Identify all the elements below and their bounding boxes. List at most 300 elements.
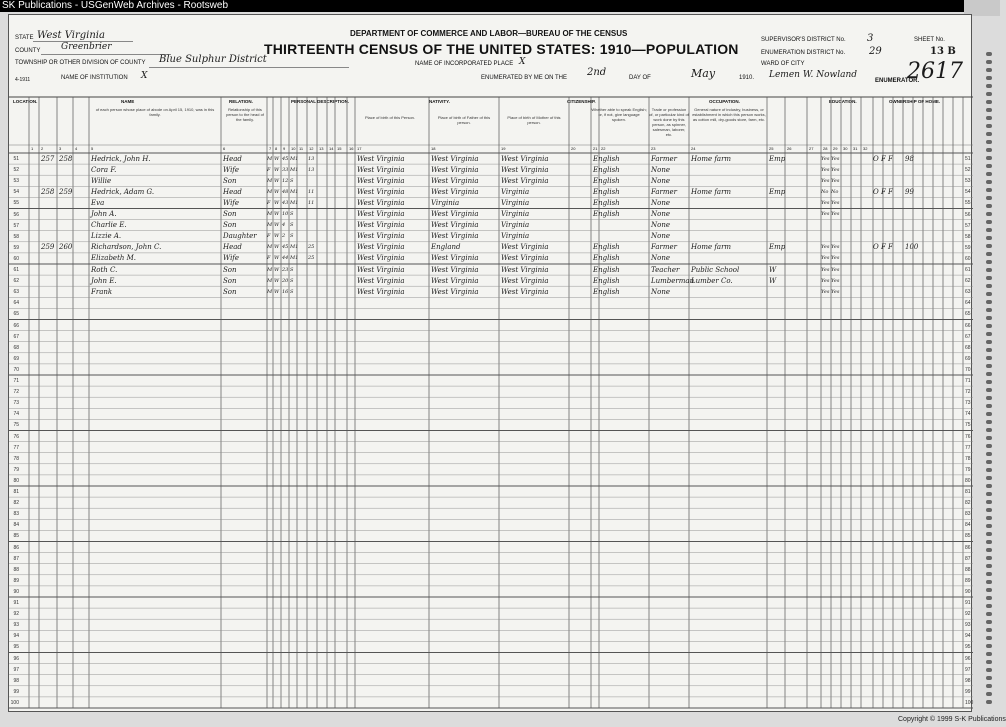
entry-relation: Wife [223, 198, 240, 207]
entry-read: Yes [821, 244, 830, 251]
entry-sex: M [267, 277, 273, 284]
entry-write: Yes [831, 177, 840, 184]
punch-hole [986, 388, 992, 392]
line-number-right: 56 [965, 211, 971, 218]
entry-relation: Daughter [223, 232, 257, 241]
punch-hole [986, 644, 992, 648]
entry-birth: West Virginia [357, 265, 405, 274]
entry-schedule: 100 [905, 243, 919, 252]
entry-write: Yes [831, 277, 840, 284]
line-number-left: 75 [13, 422, 19, 429]
line-number-right: 66 [965, 322, 971, 329]
entry-family: 258 [59, 154, 73, 163]
entry-sex: F [267, 166, 271, 173]
entry-name: John E. [91, 276, 117, 285]
entry-marital: S [290, 277, 294, 284]
line-number-right: 80 [965, 477, 971, 484]
supervisor-value: 3 [867, 33, 874, 44]
punch-hole [986, 556, 992, 560]
entry-relation: Wife [223, 254, 240, 263]
line-number-left: 52 [13, 167, 19, 174]
entry-birth: West Virginia [357, 198, 405, 207]
punch-hole [986, 420, 992, 424]
line-number-left: 87 [13, 555, 19, 562]
punch-hole [986, 500, 992, 504]
entry-birth: West Virginia [357, 254, 405, 263]
line-number-right: 59 [965, 244, 971, 251]
entry-father-birth: West Virginia [431, 287, 479, 296]
column-note-name: of each person whose place of abode on April 15, 1910, was in this family. [95, 107, 215, 117]
line-number-left: 79 [13, 466, 19, 473]
punch-hole [986, 180, 992, 184]
entry-home: O F F [873, 243, 893, 252]
entry-father-birth: West Virginia [431, 265, 479, 274]
entry-race: W [274, 155, 280, 162]
entry-mother-birth: West Virginia [501, 165, 549, 174]
entry-read: Yes [821, 166, 830, 173]
entry-dwelling: 257 [41, 154, 55, 163]
line-number-right: 87 [965, 555, 971, 562]
entry-race: W [274, 166, 280, 173]
column-number: 11 [299, 146, 304, 151]
entry-name: Cora F. [91, 165, 117, 174]
entry-family: 260 [59, 243, 73, 252]
entry-mother-birth: Virginia [501, 198, 530, 207]
entry-industry: Lumber Co. [691, 276, 733, 285]
section-header: CITIZENSHIP. [567, 99, 596, 104]
punch-hole [986, 380, 992, 384]
state-label: STATE [15, 35, 34, 41]
entry-language: English [593, 187, 620, 196]
column-number: 29 [833, 146, 838, 151]
line-number-right: 62 [965, 278, 971, 285]
section-header: EDUCATION. [829, 99, 857, 104]
entry-age: 33 [282, 166, 289, 173]
punch-hole [986, 636, 992, 640]
entry-trade: None [651, 198, 670, 207]
entry-sex: M [267, 177, 273, 184]
column-number: 1 [31, 146, 34, 151]
line-number-right: 67 [965, 333, 971, 340]
ward-label: WARD OF CITY [761, 61, 805, 67]
punch-hole [986, 268, 992, 272]
form-number: 4-1911 [15, 77, 31, 83]
punch-hole [986, 316, 992, 320]
punch-hole [986, 76, 992, 80]
punch-hole [986, 532, 992, 536]
line-number-right: 93 [965, 622, 971, 629]
entry-father-birth: West Virginia [431, 210, 479, 218]
ed-label: ENUMERATION DISTRICT No. [761, 50, 846, 56]
entry-write: Yes [831, 166, 840, 173]
line-number-left: 61 [13, 267, 19, 273]
enumerator-name: Lemen W. Nowland [769, 70, 858, 80]
line-number-left: 85 [13, 533, 19, 540]
column-note-relation: Relationship of this person to the head of the family. [226, 107, 264, 122]
entry-sex: M [267, 211, 273, 217]
entry-trade: None [651, 165, 670, 174]
sheet-label: SHEET No. [914, 37, 945, 43]
entry-schedule: 99 [905, 187, 914, 196]
entry-age: 2 [282, 233, 286, 240]
punch-hole [986, 524, 992, 528]
entry-language: English [593, 176, 620, 185]
county-label: COUNTY [15, 48, 41, 54]
column-number: 13 [319, 146, 324, 151]
enumerated-day: 2nd [587, 67, 607, 78]
punch-hole [986, 164, 992, 168]
entry-read: Yes [821, 177, 830, 184]
line-number-right: 51 [965, 156, 971, 162]
entry-mother-birth: West Virginia [501, 287, 549, 296]
entry-write: Yes [831, 244, 840, 251]
entry-trade: Lumberman [651, 276, 695, 285]
line-number-right: 98 [965, 677, 971, 684]
line-number-left: 74 [13, 411, 19, 418]
line-number-left: 67 [13, 333, 19, 340]
punch-hole [986, 140, 992, 144]
line-number-left: 65 [13, 311, 19, 318]
line-number-right: 82 [965, 500, 971, 507]
punch-hole [986, 188, 992, 192]
entry-home: O F F [873, 187, 893, 196]
entry-name: Hedrick, John H. [91, 154, 151, 163]
line-number-right: 58 [965, 233, 971, 240]
entry-trade: None [651, 232, 670, 241]
entry-class: W [769, 265, 777, 274]
entry-father-birth: West Virginia [431, 187, 479, 196]
line-number-left: 83 [13, 511, 19, 518]
entry-marital: M1 [290, 166, 299, 173]
entry-years: 13 [308, 166, 315, 173]
line-number-left: 95 [13, 644, 19, 651]
institution-value: X [141, 71, 148, 81]
copyright-notice: Copyright © 1999 S-K Publications [898, 716, 1006, 723]
punch-hole [986, 396, 992, 400]
entry-age: 48 [282, 188, 289, 195]
column-number: 22 [601, 146, 606, 151]
column-number: 9 [283, 146, 286, 151]
entry-race: W [274, 255, 280, 262]
entry-mother-birth: West Virginia [501, 154, 549, 163]
entry-years: 11 [308, 199, 315, 206]
entry-industry: Home farm [691, 243, 732, 252]
punch-hole [986, 668, 992, 672]
line-number-right: 74 [965, 411, 971, 418]
punch-hole [986, 148, 992, 152]
punch-hole [986, 452, 992, 456]
punch-hole [986, 580, 992, 584]
state-value: West Virginia [37, 30, 105, 41]
entry-dwelling: 259 [41, 243, 55, 252]
column-number: 3 [59, 146, 62, 151]
entry-name: Willie [91, 176, 112, 185]
entry-race: W [274, 177, 280, 184]
punch-hole [986, 508, 992, 512]
punch-hole [986, 292, 992, 296]
entry-sex: M [267, 288, 273, 295]
entry-sex: M [267, 155, 273, 162]
entry-relation: Son [223, 287, 237, 296]
line-number-left: 53 [13, 178, 19, 185]
line-number-right: 99 [965, 688, 971, 695]
punch-hole [986, 228, 992, 232]
entry-age: 10 [282, 211, 289, 217]
entry-race: W [274, 288, 280, 295]
census-grid [9, 15, 973, 713]
entry-sex: F [267, 199, 271, 206]
punch-hole [986, 596, 992, 600]
line-number-left: 58 [13, 233, 19, 240]
line-number-left: 92 [13, 611, 19, 618]
punch-hole [986, 476, 992, 480]
entry-mother-birth: West Virginia [501, 265, 549, 274]
entry-name: Charlie E. [91, 221, 127, 230]
entry-birth: West Virginia [357, 221, 405, 230]
entry-race: W [274, 233, 280, 240]
entry-mother-birth: Virginia [501, 210, 530, 218]
line-number-right: 90 [965, 588, 971, 595]
column-number: 32 [863, 146, 868, 151]
column-number: 10 [291, 146, 296, 151]
line-number-left: 98 [13, 677, 19, 684]
line-number-left: 68 [13, 344, 19, 351]
column-number: 21 [593, 146, 598, 151]
entry-marital: S [290, 177, 294, 184]
entry-mother-birth: Virginia [501, 187, 530, 196]
line-number-right: 68 [965, 344, 971, 351]
entry-birth: West Virginia [357, 165, 405, 174]
column-note-birth-mother: Place of birth of Mother of this person. [507, 115, 561, 125]
punch-hole [986, 332, 992, 336]
punch-hole [986, 484, 992, 488]
line-number-left: 64 [13, 300, 19, 307]
entry-father-birth: West Virginia [431, 276, 479, 285]
punch-hole [986, 324, 992, 328]
entry-language: English [593, 276, 620, 285]
column-number: 14 [329, 146, 334, 151]
line-number-right: 81 [965, 489, 971, 495]
column-note-language: Whether able to speak English; or, if not, give language spoken. [591, 107, 647, 122]
entry-sex: M [267, 266, 273, 273]
line-number-left: 97 [13, 666, 19, 673]
line-number-right: 100 [965, 699, 974, 706]
entry-father-birth: West Virginia [431, 165, 479, 174]
sheet-value: 13 B [930, 46, 956, 57]
punch-hole [986, 444, 992, 448]
line-number-left: 62 [13, 278, 19, 285]
punch-hole [986, 108, 992, 112]
punch-hole [986, 604, 992, 608]
entry-language: English [593, 198, 620, 207]
entry-age: 4 [282, 222, 286, 229]
column-number: 23 [651, 146, 656, 151]
entry-age: 20 [282, 277, 289, 284]
county-value: Greenbrier [61, 42, 112, 52]
column-number: 12 [309, 146, 314, 151]
punch-hole [986, 100, 992, 104]
entry-mother-birth: West Virginia [501, 243, 549, 252]
township-label: TOWNSHIP OR OTHER DIVISION OF COUNTY [15, 60, 146, 66]
section-header: OWNERSHIP OF HOME. [889, 99, 941, 104]
column-number: 20 [571, 146, 576, 151]
entry-write: Yes [831, 288, 840, 295]
entry-race: W [274, 277, 280, 284]
punch-hole [986, 548, 992, 552]
entry-name: Richardson, John C. [91, 243, 162, 252]
entry-write: Yes [831, 255, 840, 262]
punch-hole [986, 260, 992, 264]
line-number-right: 73 [965, 400, 971, 407]
entry-read: Yes [821, 288, 830, 295]
entry-sex: M [267, 244, 273, 251]
entry-home: O F F [873, 154, 893, 163]
line-number-left: 56 [13, 211, 19, 218]
entry-trade: None [651, 287, 670, 296]
entry-birth: West Virginia [357, 210, 405, 218]
entry-language: English [593, 154, 620, 163]
township-value: Blue Sulphur District [159, 54, 267, 65]
line-number-right: 84 [965, 522, 971, 529]
punch-hole [986, 340, 992, 344]
line-number-left: 91 [13, 600, 19, 606]
line-number-left: 78 [13, 455, 19, 462]
entry-write: Yes [831, 211, 840, 217]
entry-trade: Farmer [651, 154, 678, 163]
punch-hole [986, 68, 992, 72]
line-number-right: 91 [965, 600, 971, 606]
line-number-left: 90 [13, 588, 19, 595]
entry-marital: S [290, 211, 294, 217]
column-note-industry: General nature of industry, business, or establishment in which this person works, as cotton mill, dry-goods store, farm, etc. [692, 107, 766, 122]
entry-birth: West Virginia [357, 154, 405, 163]
entry-relation: Son [223, 265, 237, 274]
line-number-right: 57 [965, 222, 971, 229]
enumerated-label: ENUMERATED BY ME ON THE [481, 75, 568, 81]
punch-hole [986, 132, 992, 136]
entry-class: Emp [769, 154, 786, 163]
column-number: 5 [91, 146, 94, 151]
column-number: 26 [787, 146, 792, 151]
entry-age: 45 [282, 155, 289, 162]
line-number-left: 69 [13, 355, 19, 362]
punch-hole [986, 684, 992, 688]
entry-father-birth: Virginia [431, 198, 460, 207]
entry-marital: M1 [290, 155, 299, 162]
line-number-right: 60 [965, 255, 971, 262]
entry-industry: Public School [691, 265, 740, 274]
punch-hole [986, 700, 992, 704]
line-number-right: 61 [965, 267, 971, 273]
entry-race: W [274, 244, 280, 251]
entry-relation: Son [223, 221, 237, 230]
line-number-left: 76 [13, 433, 19, 440]
entry-read: Yes [821, 266, 830, 273]
line-number-left: 80 [13, 477, 19, 484]
entry-industry: Home farm [691, 187, 732, 196]
entry-name: Frank [91, 287, 113, 296]
census-sheet [8, 14, 972, 712]
line-number-right: 55 [965, 200, 971, 207]
line-number-left: 72 [13, 389, 19, 396]
line-number-right: 79 [965, 466, 971, 473]
column-number: 6 [223, 146, 226, 151]
section-header: RELATION. [229, 99, 253, 104]
entry-father-birth: West Virginia [431, 176, 479, 185]
entry-trade: None [651, 221, 670, 230]
line-number-right: 86 [965, 544, 971, 551]
column-number: 8 [275, 146, 278, 151]
entry-read: Yes [821, 211, 830, 217]
punch-hole [986, 620, 992, 624]
incorporated-value: X [519, 57, 526, 67]
entry-language: English [593, 243, 620, 252]
entry-relation: Head [223, 154, 242, 163]
entry-marital: M1 [290, 188, 299, 195]
line-number-left: 82 [13, 500, 19, 507]
line-number-right: 85 [965, 533, 971, 540]
punch-hole [986, 428, 992, 432]
entry-language: English [593, 287, 620, 296]
entry-race: W [274, 222, 280, 229]
entry-trade: Teacher [651, 265, 680, 274]
punch-hole [986, 612, 992, 616]
entry-father-birth: West Virginia [431, 254, 479, 263]
punch-hole [986, 588, 992, 592]
entry-relation: Head [223, 187, 242, 196]
line-number-right: 83 [965, 511, 971, 518]
line-number-left: 86 [13, 544, 19, 551]
line-number-right: 78 [965, 455, 971, 462]
punch-hole [986, 692, 992, 696]
entry-read: Yes [821, 155, 830, 162]
department-heading: DEPARTMENT OF COMMERCE AND LABOR—BUREAU OF THE CENSUS [350, 29, 628, 38]
entry-race: W [274, 199, 280, 206]
entry-relation: Son [223, 176, 237, 185]
entry-dwelling: 258 [41, 187, 55, 196]
punch-hole [986, 244, 992, 248]
entry-name: Elizabeth M. [91, 254, 137, 263]
column-note-birth-father: Place of birth of Father of this person. [437, 115, 491, 125]
window-title-bar [0, 0, 1000, 12]
entry-father-birth: West Virginia [431, 232, 479, 241]
line-number-right: 64 [965, 300, 971, 307]
section-header: NAME [121, 99, 135, 104]
entry-mother-birth: Virginia [501, 221, 530, 230]
entry-sex: M [267, 188, 273, 195]
entry-sex: M [267, 222, 273, 229]
punch-hole [986, 468, 992, 472]
window-title: SK Publications - USGenWeb Archives - Rootsweb [2, 0, 229, 11]
punch-hole [986, 460, 992, 464]
punch-hole [986, 276, 992, 280]
punch-hole [986, 220, 992, 224]
line-number-left: 99 [13, 688, 19, 695]
line-number-right: 89 [965, 577, 971, 584]
entry-years: 25 [308, 244, 315, 251]
column-number: 4 [75, 146, 78, 151]
enumerated-month: May [691, 67, 716, 80]
line-number-left: 66 [13, 322, 19, 329]
entry-class: Emp [769, 243, 786, 252]
entry-read: No [821, 188, 829, 195]
column-number: 16 [349, 146, 354, 151]
punch-hole [986, 156, 992, 160]
line-number-left: 94 [13, 633, 19, 640]
punch-hole [986, 204, 992, 208]
line-number-left: 89 [13, 577, 19, 584]
entry-write: Yes [831, 266, 840, 273]
